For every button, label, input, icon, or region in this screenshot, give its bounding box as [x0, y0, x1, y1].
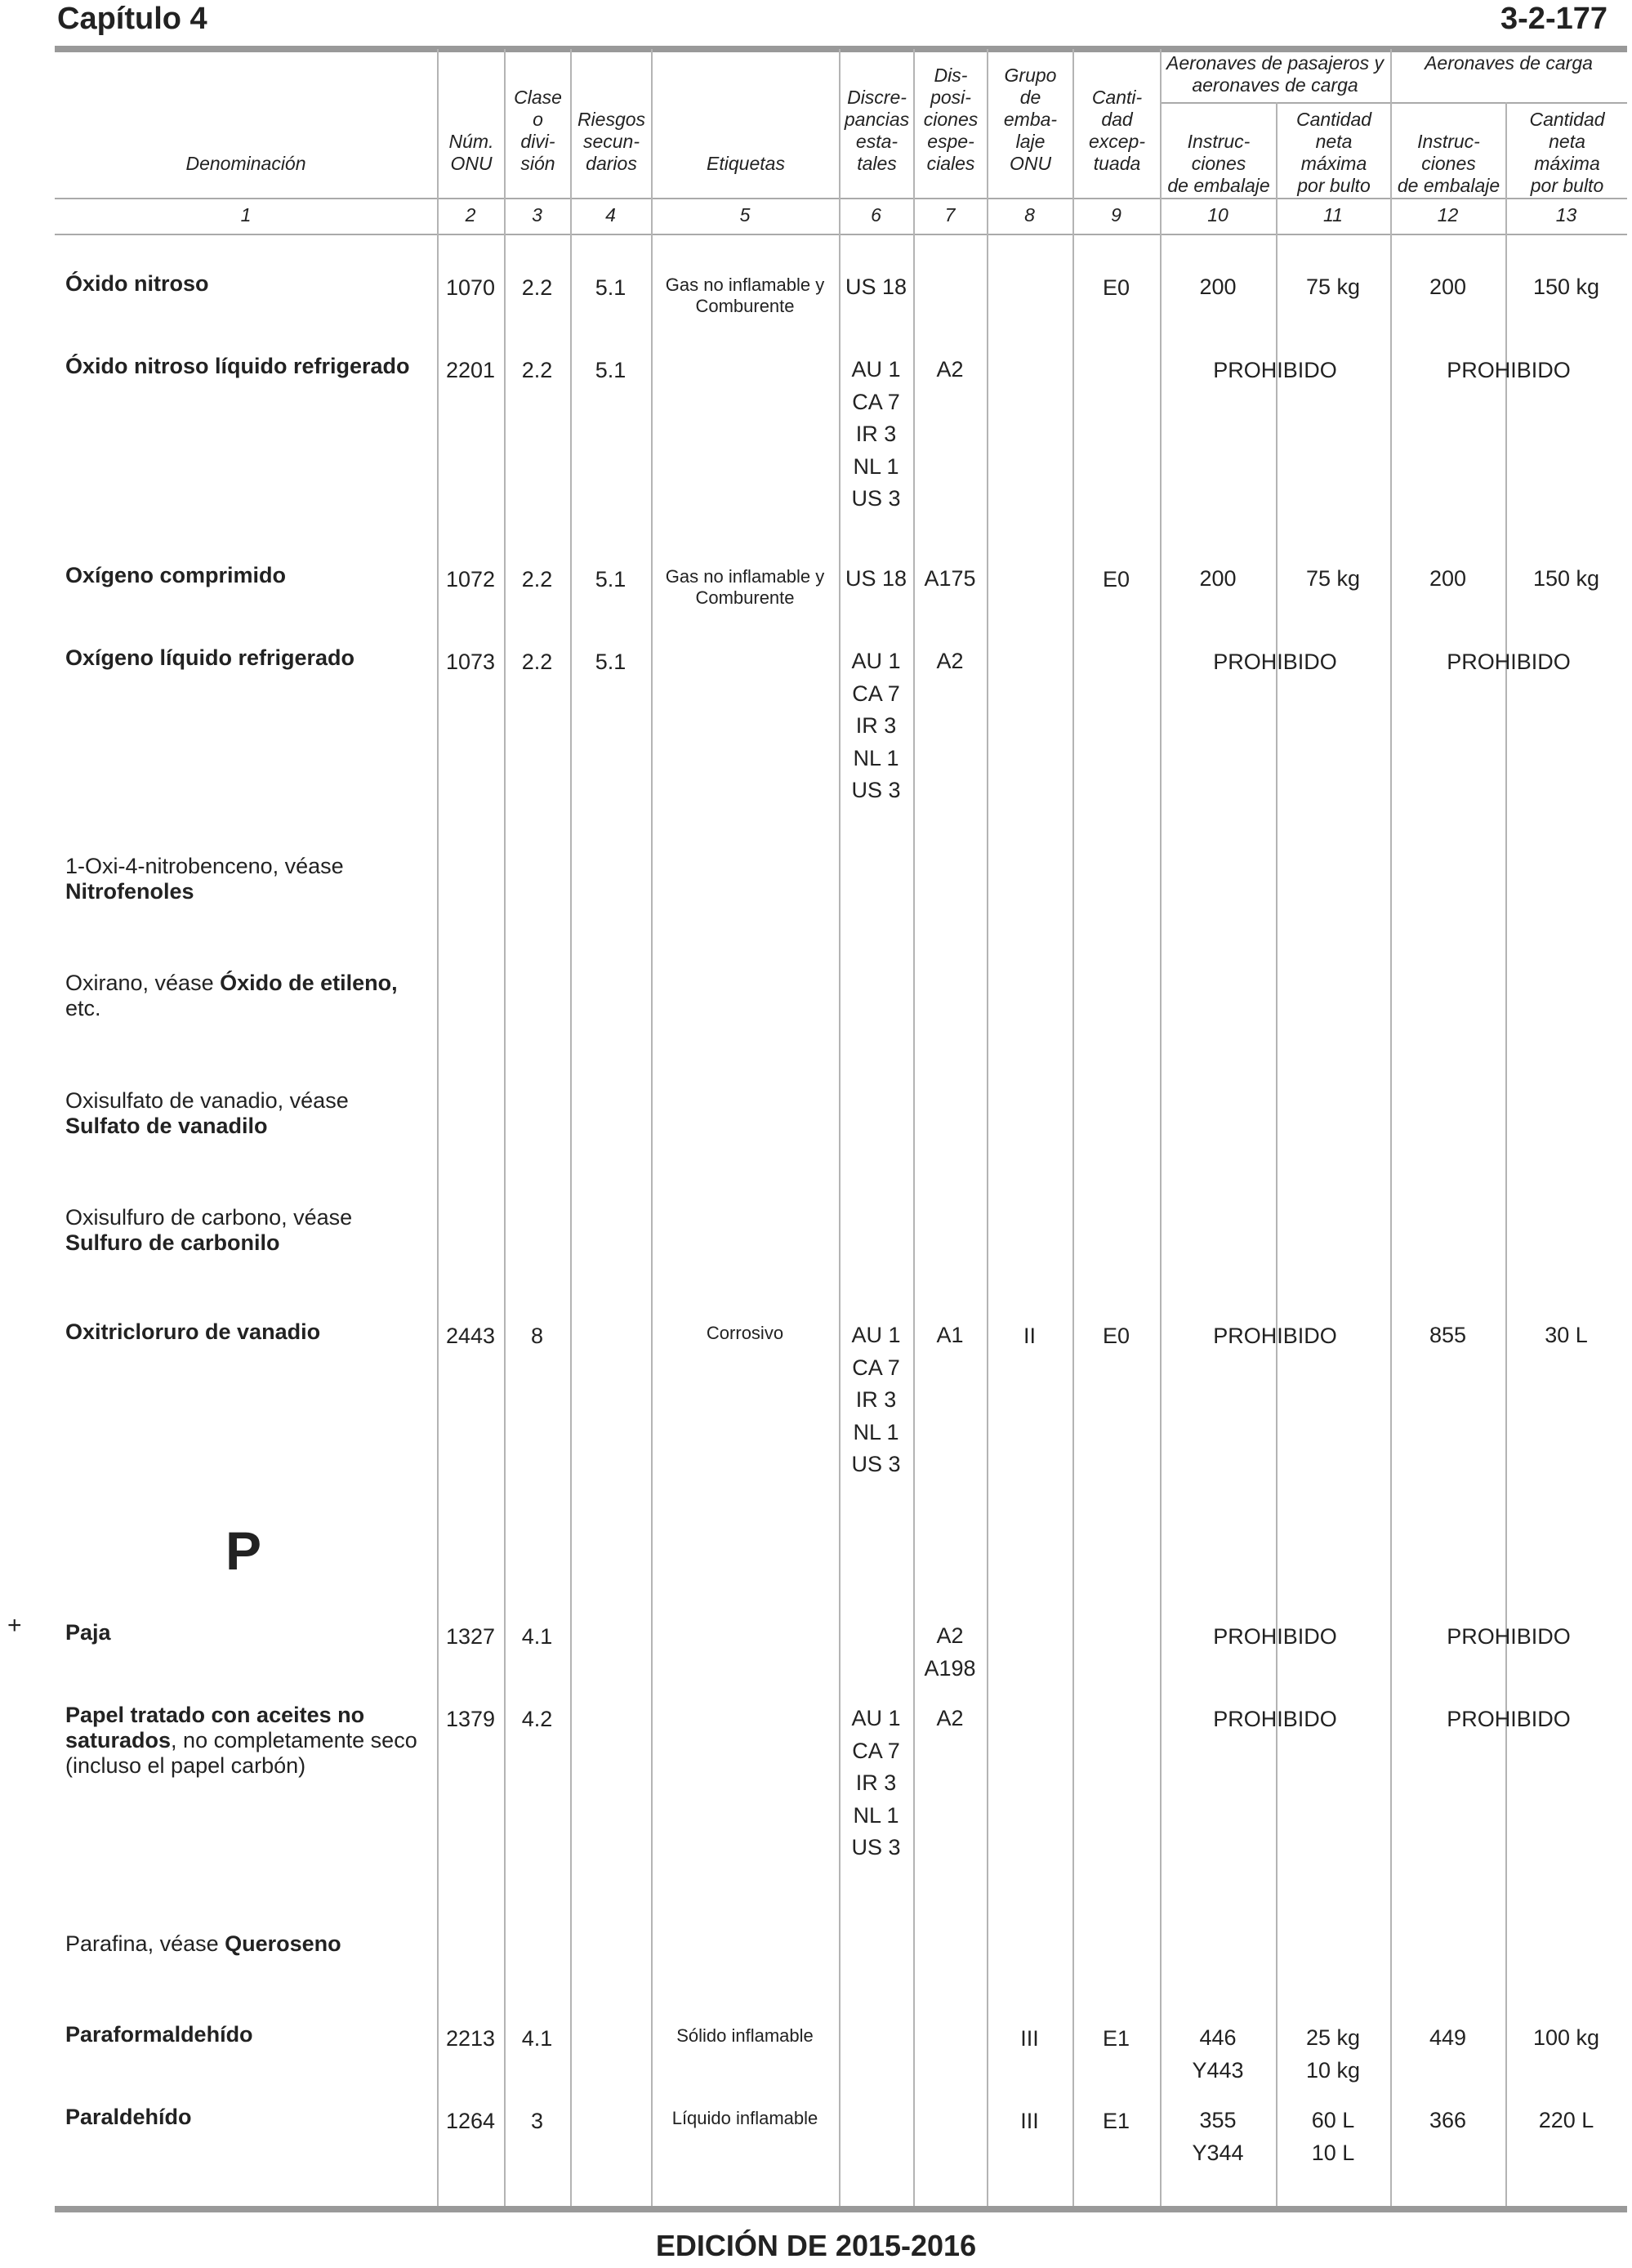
excepted-quantity: E1 [1102, 2026, 1130, 2051]
passenger-packing-instruction [1160, 2105, 1276, 2169]
passenger-packing-instruction-line: 355 [1199, 2108, 1237, 2132]
entry-name-text: Oxisulfuro de carbono, véase [65, 1205, 353, 1230]
entry-name-bold: Sulfato de vanadilo [65, 1114, 268, 1138]
passenger-max-quantity [1276, 563, 1390, 596]
entry-name-text: Oxirano, véase [65, 971, 221, 995]
entry-name-bold: Sulfuro de carbonilo [65, 1230, 280, 1255]
column-number: 5 [739, 204, 751, 225]
special-provision [913, 1703, 987, 1735]
column-number: 1 [240, 204, 252, 225]
passenger-packing-instruction [1160, 2022, 1276, 2087]
column-number: 7 [944, 204, 956, 225]
entry-name-text: 1-Oxi-4-nitrobenceno, véase [65, 854, 344, 878]
passenger-packing-instruction [1160, 271, 1276, 304]
cargo-forbidden: PROHIBIDO [1447, 358, 1571, 382]
special-provision [913, 1620, 987, 1685]
column-number: 9 [1111, 204, 1121, 225]
cargo-packing-instruction-line: 366 [1429, 2108, 1467, 2132]
class-division: 8 [530, 1324, 544, 1348]
cargo-max-quantity [1505, 563, 1627, 596]
class-division: 3 [530, 2109, 544, 2133]
cargo-max-quantity-line: 30 L [1545, 1323, 1588, 1347]
cargo-max-quantity [1505, 2022, 1627, 2055]
un-number: 1379 [445, 1707, 496, 1731]
state-variation-line: IR 3 [855, 1770, 897, 1795]
header-passenger-group: Aeronaves de pasajeros y aeronaves de carga [1166, 52, 1384, 96]
entry-name-bold: Paraldehído [65, 2105, 192, 2129]
cargo-packing-instruction-line: 200 [1429, 275, 1467, 299]
group-header-divider [1160, 102, 1627, 104]
excepted-quantity: E0 [1102, 275, 1130, 300]
hazard-label: Corrosivo [706, 1323, 784, 1343]
hazard-label: Gas no inflamable y Comburente [665, 566, 825, 608]
state-variation-line: CA 7 [852, 1355, 900, 1380]
column-separator [651, 49, 653, 2206]
excepted-quantity: E0 [1102, 1324, 1130, 1348]
entry-name [65, 1620, 429, 1645]
header-num-onu: Núm. ONU [448, 131, 494, 174]
special-provision [913, 354, 987, 386]
entry-name [65, 1931, 429, 1957]
un-number: 1073 [445, 650, 496, 674]
section-letter: P [225, 1520, 262, 1581]
state-variation-line: AU 1 [851, 1706, 901, 1730]
column-number: 3 [532, 204, 542, 225]
class-division: 2.2 [521, 567, 553, 592]
special-provision-line: A2 [936, 1706, 964, 1730]
column-number: 12 [1437, 204, 1459, 225]
passenger-forbidden: PROHIBIDO [1213, 1707, 1337, 1731]
state-variation-line: CA 7 [852, 389, 900, 414]
state-variation [839, 563, 913, 596]
header-cargo-group: Aeronaves de carga [1425, 52, 1593, 74]
passenger-packing-instruction-line: 200 [1199, 275, 1237, 299]
special-provision [913, 563, 987, 596]
excepted-quantity: E0 [1102, 567, 1130, 592]
special-provision [913, 1319, 987, 1352]
entry-name-text: etc. [65, 996, 101, 1020]
state-variation-line: AU 1 [851, 1323, 901, 1347]
state-variation-line: CA 7 [852, 1738, 900, 1763]
state-variation-line: NL 1 [853, 453, 899, 479]
cargo-packing-instruction-line: 855 [1429, 1323, 1467, 1347]
entry-name [65, 563, 429, 588]
cargo-max-quantity [1505, 1319, 1627, 1352]
state-variation-line: CA 7 [852, 681, 900, 706]
bottom-rule [55, 2206, 1627, 2212]
cargo-max-quantity-line: 150 kg [1532, 275, 1600, 299]
hazard-label: Sólido inflamable [676, 2025, 814, 2046]
entry-name [65, 854, 429, 904]
entry-name [65, 271, 429, 297]
entry-name-bold: Nitrofenoles [65, 879, 194, 904]
entry-name-bold: Oxígeno líquido refrigerado [65, 645, 355, 670]
cargo-max-quantity-line: 100 kg [1532, 2025, 1600, 2050]
un-number: 2213 [445, 2026, 496, 2051]
cargo-max-quantity [1505, 2105, 1627, 2137]
header-instrucciones-pax: Instruc- ciones de embalaje [1167, 131, 1270, 196]
un-number: 2443 [445, 1324, 496, 1348]
entry-name [65, 1088, 429, 1139]
passenger-max-quantity-line: 10 L [1311, 2140, 1355, 2165]
packing-group: II [1023, 1324, 1036, 1348]
state-variation-line: IR 3 [855, 422, 897, 446]
special-provision-line: A2 [936, 1623, 964, 1648]
entry-name [65, 2022, 429, 2047]
entry-name [65, 2105, 429, 2130]
passenger-max-quantity-line: 10 kg [1305, 2057, 1361, 2083]
class-division: 2.2 [521, 358, 553, 382]
passenger-max-quantity-line: 75 kg [1305, 566, 1361, 591]
special-provision-line: A2 [936, 649, 964, 673]
state-variation [839, 271, 913, 304]
special-provision [913, 645, 987, 678]
subsidiary-risk: 5.1 [595, 275, 626, 300]
un-number: 1072 [445, 567, 496, 592]
passenger-max-quantity [1276, 2105, 1390, 2169]
un-number: 1070 [445, 275, 496, 300]
column-number: 8 [1024, 204, 1035, 225]
cargo-forbidden: PROHIBIDO [1447, 650, 1571, 674]
column-number: 10 [1207, 204, 1228, 225]
header-disposiciones: Dis- posi- ciones espe- ciales [923, 65, 979, 174]
state-variation-line: US 3 [851, 1835, 901, 1859]
entry-name-bold: Óxido de etileno, [220, 971, 398, 995]
column-separator [1276, 102, 1278, 2206]
header-cantidad-pax: Cantidad neta máxima por bulto [1295, 109, 1372, 196]
un-number: 2201 [445, 358, 496, 382]
state-variation-line: IR 3 [855, 713, 897, 738]
entry-name-text: Oxisulfato de vanadio, véase [65, 1088, 349, 1113]
header-cantidad-exceptuada: Canti- dad excep- tuada [1088, 87, 1146, 174]
class-division: 4.1 [521, 1624, 553, 1649]
state-variation-line: US 18 [845, 566, 907, 591]
special-provision-line: A198 [924, 1655, 976, 1681]
cargo-packing-instruction-line: 449 [1429, 2025, 1467, 2050]
hazard-label: Gas no inflamable y Comburente [665, 275, 825, 316]
header-riesgos: Riesgos secun- darios [577, 109, 646, 174]
column-separator [1072, 49, 1074, 2206]
entry-name [65, 1319, 429, 1345]
entry-name-text: , no completamente seco (incluso el papel carbón) [65, 1728, 417, 1778]
entry-name [65, 354, 429, 379]
state-variation [839, 1319, 913, 1481]
passenger-packing-instruction-line: Y344 [1192, 2140, 1244, 2165]
column-number: 13 [1555, 204, 1577, 225]
un-number: 1327 [445, 1624, 496, 1649]
entry-name-bold: Óxido nitroso [65, 271, 209, 296]
column-number: 6 [871, 204, 881, 225]
entry-name [65, 645, 429, 671]
entry-name [65, 1703, 429, 1779]
cargo-packing-instruction [1390, 563, 1505, 596]
class-division: 2.2 [521, 650, 553, 674]
cargo-forbidden: PROHIBIDO [1447, 1707, 1571, 1731]
subsidiary-risk: 5.1 [595, 567, 626, 592]
cargo-max-quantity-line: 220 L [1538, 2108, 1594, 2132]
state-variation-line: US 3 [851, 1452, 901, 1476]
cargo-packing-instruction [1390, 2105, 1505, 2137]
passenger-max-quantity-line: 60 L [1311, 2108, 1355, 2132]
header-cantidad-cargo: Cantidad neta máxima por bulto [1529, 109, 1605, 196]
passenger-forbidden: PROHIBIDO [1213, 1624, 1337, 1649]
special-provision-line: A2 [936, 357, 964, 382]
edition-footer: EDICIÓN DE 2015-2016 [655, 2229, 977, 2262]
state-variation-line: AU 1 [851, 649, 901, 673]
entry-name-text: Parafina, véase [65, 1931, 225, 1956]
state-variation-line: IR 3 [855, 1387, 897, 1412]
chapter-title: Capítulo 4 [57, 2, 207, 36]
entry-name-bold: Papel tratado con aceites no saturados [65, 1703, 365, 1752]
passenger-packing-instruction-line: Y443 [1192, 2057, 1244, 2083]
passenger-packing-instruction [1160, 563, 1276, 596]
column-separator [987, 49, 988, 2206]
state-variation-line: NL 1 [853, 745, 899, 770]
passenger-packing-instruction-line: 446 [1199, 2025, 1237, 2050]
packing-group: III [1020, 2026, 1039, 2051]
state-variation-line: NL 1 [853, 1802, 899, 1828]
column-separator [1505, 102, 1507, 2206]
state-variation-line: NL 1 [853, 1419, 899, 1444]
entry-name-bold: Oxitricloruro de vanadio [65, 1319, 321, 1344]
special-provision-line: A1 [936, 1323, 964, 1347]
header-etiquetas: Etiquetas [707, 153, 785, 174]
amendment-mark: + [7, 1612, 22, 1639]
cargo-packing-instruction [1390, 1319, 1505, 1352]
subsidiary-risk: 5.1 [595, 650, 626, 674]
entry-name [65, 1205, 429, 1256]
cargo-packing-instruction [1390, 2022, 1505, 2055]
class-division: 4.1 [521, 2026, 553, 2051]
state-variation-line: AU 1 [851, 357, 901, 382]
entry-name-bold: Óxido nitroso líquido refrigerado [65, 354, 410, 378]
entry-name [65, 971, 429, 1021]
state-variation-line: US 3 [851, 778, 901, 802]
excepted-quantity: E1 [1102, 2109, 1130, 2133]
subsidiary-risk: 5.1 [595, 358, 626, 382]
passenger-forbidden: PROHIBIDO [1213, 1324, 1337, 1348]
passenger-max-quantity-line: 25 kg [1305, 2025, 1361, 2050]
column-number: 4 [605, 204, 616, 225]
state-variation-line: US 3 [851, 486, 901, 511]
cargo-forbidden: PROHIBIDO [1447, 1624, 1571, 1649]
header-discrepancias: Discre- pancias esta- tales [844, 87, 910, 174]
state-variation-line: US 18 [845, 275, 907, 299]
state-variation [839, 354, 913, 516]
passenger-forbidden: PROHIBIDO [1213, 650, 1337, 674]
hazard-label: Líquido inflamable [671, 2108, 818, 2128]
entry-name-bold: Paja [65, 1620, 111, 1645]
header-instrucciones-cargo: Instruc- ciones de embalaje [1397, 131, 1500, 196]
cargo-packing-instruction [1390, 271, 1505, 304]
cargo-max-quantity-line: 150 kg [1532, 566, 1600, 591]
state-variation [839, 645, 913, 807]
un-number: 1264 [445, 2109, 496, 2133]
page-number: 3-2-177 [1500, 2, 1607, 36]
column-number: 2 [465, 204, 476, 225]
packing-group: III [1020, 2109, 1039, 2133]
passenger-forbidden: PROHIBIDO [1213, 358, 1337, 382]
entry-name-bold: Queroseno [225, 1931, 341, 1956]
passenger-max-quantity-line: 75 kg [1305, 275, 1361, 299]
passenger-max-quantity [1276, 2022, 1390, 2087]
class-division: 4.2 [521, 1707, 553, 1731]
cargo-packing-instruction-line: 200 [1429, 566, 1467, 591]
special-provision-line: A175 [924, 566, 976, 591]
entry-name-bold: Oxígeno comprimido [65, 563, 287, 587]
cargo-max-quantity [1505, 271, 1627, 304]
state-variation [839, 1703, 913, 1864]
passenger-packing-instruction-line: 200 [1199, 566, 1237, 591]
header-denominacion: Denominación [185, 153, 306, 174]
entry-name-bold: Paraformaldehído [65, 2022, 253, 2047]
passenger-max-quantity [1276, 271, 1390, 304]
header-clase: Clase o divi- sión [514, 87, 562, 174]
class-division: 2.2 [521, 275, 553, 300]
column-number: 11 [1323, 204, 1343, 225]
header-grupo-embalaje: Grupo de emba- laje ONU [1003, 65, 1058, 174]
